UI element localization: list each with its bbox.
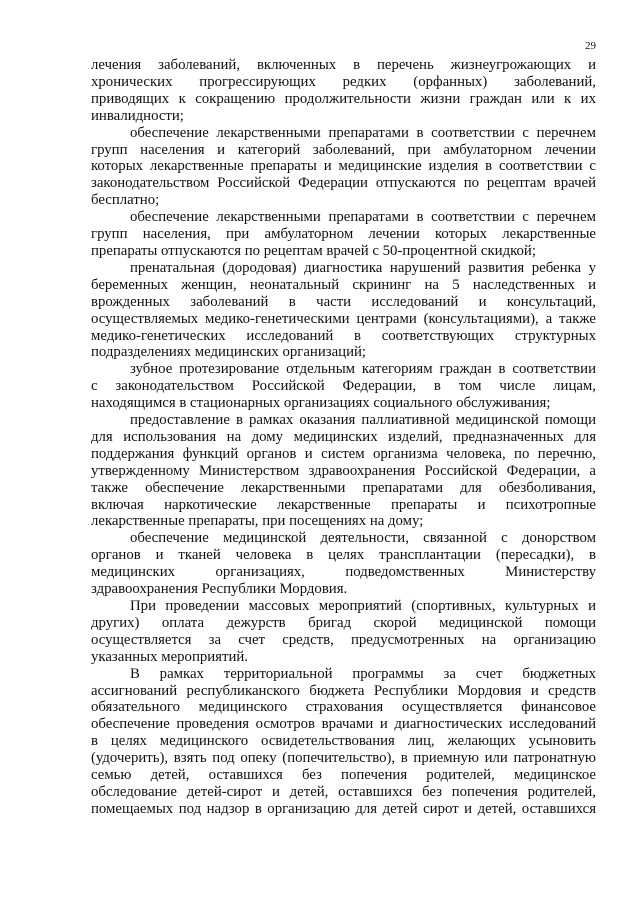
text-line: также обеспечение лекарственными препаратами для обезболивания, [91,479,596,496]
text-line: ассигнований республиканского бюджета Республики Мордовия и средств [91,682,596,699]
paragraph [91,209,596,260]
text-line: беременных женщин, неонатальный скрининг на 5 наследственных и [91,276,596,293]
text-line: пренатальная (дородовая) диагностика нарушений развития ребенка у [130,259,596,276]
text-line: В рамках территориальной программы за счет бюджетных [130,665,596,682]
text-line: медико-генетических исследований в соответствующих структурных [91,327,596,344]
text-line: помещаемых под надзор в организацию для детей сирот и детей, оставшихся [91,800,596,817]
text-line: указанных мероприятий. [91,648,248,665]
text-line: утвержденному Министерством здравоохранения Российской Федерации, а [91,462,596,479]
text-line: поддержания функций органов и систем организма человека, по перечню, [91,445,596,462]
text-line: обеспечение лекарственными препаратами в соответствии с перечнем [130,209,596,226]
text-line: препараты отпускаются по рецептам врачей с 50-процентной скидкой; [91,242,536,259]
text-line: осуществляется за счет средств, предусмотренных на организацию [91,631,596,648]
text-line: обеспечение медицинской деятельности, связанной с донорством [130,530,596,547]
paragraph [91,530,596,598]
text-line: инвалидности; [91,107,184,124]
text-line: лечения заболеваний, включенных в перечень жизнеугрожающих и [91,57,596,73]
text-line: обязательного медицинского страхования осуществляется финансовое [91,699,596,716]
text-line: бесплатно; [91,192,160,209]
text-line: находящимся в стационарных организациях социального обслуживания; [91,395,551,412]
paragraph [91,57,596,125]
paragraph [91,666,596,818]
text-line: которых лекарственные препараты и медицинские изделия в соответствии с [91,158,596,175]
text-line: групп населения, при амбулаторном лечении которых лекарственные [91,226,596,243]
text-line: групп населения и категорий заболеваний, при амбулаторном лечении [91,141,596,158]
text-line: для использования на дому медицинских изделий, предназначенных для [91,428,596,445]
paragraph [91,260,596,361]
paragraph [91,598,596,666]
text-line: с законодательством Российской Федерации, в том числе лицам, [91,378,596,395]
paragraph [91,412,596,530]
text-line: семью детей, оставшихся без попечения родителей, медицинское [91,767,596,784]
text-line: здравоохранения Республики Мордовия. [91,581,348,598]
text-line: зубное протезирование отдельным категориям граждан в соответствии [130,361,596,378]
text-line: При проведении массовых мероприятий (спортивных, культурных и [130,598,596,614]
text-line: органов и тканей человека в целях трансплантации (пересадки), в [91,547,596,564]
body-text [91,57,596,818]
text-line: осуществляемых медико-генетическими центрами (консультациями), а также [91,310,596,327]
text-line: подразделениях медицинских организаций; [91,344,367,361]
page-number: 29 [585,40,596,52]
paragraph [91,125,596,210]
text-line: (удочерить), взять под опеку (попечительство), в приемную или патронатную [91,750,596,767]
text-line: других) оплата дежурств бригад скорой медицинской помощи [91,614,596,631]
text-line: врожденных заболеваний в части исследований и консультаций, [91,293,596,310]
text-line: хронических прогрессирующих редких (орфанных) заболеваний, [91,73,596,90]
text-line: законодательством Российской Федерации отпускаются по рецептам врачей [91,175,596,192]
text-line: медицинских организациях, подведомственных Министерству [91,564,596,581]
text-line: предоставление в рамках оказания паллиативной медицинской помощи [130,412,596,429]
text-line: в целях медицинского освидетельствования лиц, желающих усыновить [91,733,596,750]
paragraph [91,361,596,412]
text-line: обеспечение проведения осмотров врачами и диагностических исследований [91,716,596,733]
text-line: обследование детей-сирот и детей, оставшихся без попечения родителей, [91,783,596,800]
text-line: включая наркотические лекарственные препараты и психотропные [91,496,596,513]
text-line: приводящих к сокращению продолжительности жизни граждан или к их [91,90,596,107]
text-line: лекарственные препараты, при посещениях на дому; [91,513,424,530]
text-line: обеспечение лекарственными препаратами в соответствии с перечнем [130,124,596,141]
